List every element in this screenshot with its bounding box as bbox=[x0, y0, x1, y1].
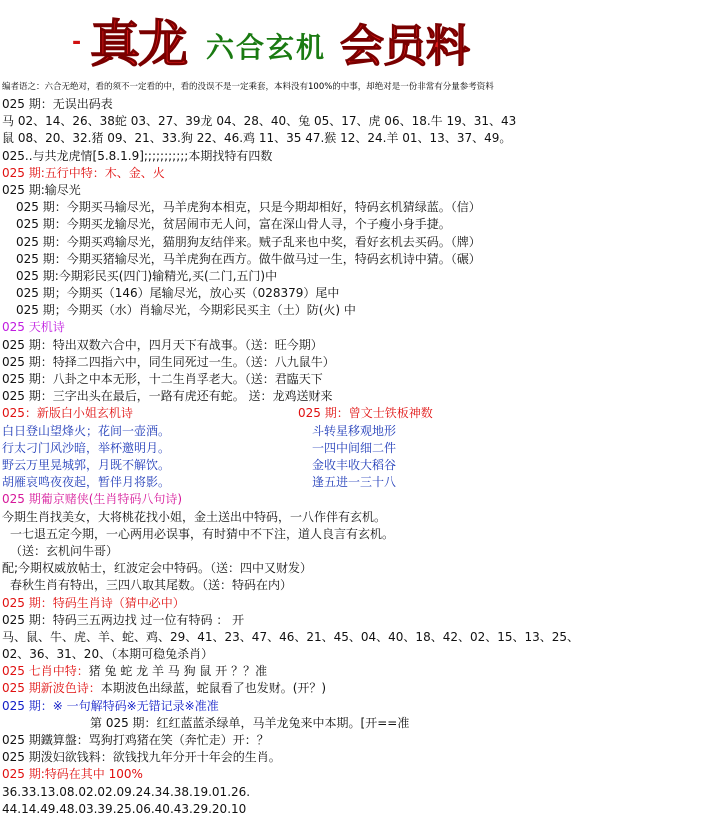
jiete-line: 第 025 期：红红蓝蓝杀绿单，马羊龙兔来中本期。[开==准 bbox=[90, 715, 410, 730]
suanpan-label: 025 期鐵算盤： bbox=[2, 733, 89, 747]
poem-right-title: 025 期：曾文士铁板神数 bbox=[298, 406, 433, 421]
dubo-line: 配;今期权威放帖士，红波定会中特码。（送：四中又财发） bbox=[2, 561, 313, 576]
shusheng-line: 025 期：今期买马输尽光，马羊虎狗本相克，只是今期却相好，特码玄机猜绿蓝。（信） bbox=[16, 200, 481, 215]
line-wuxing: 025 期:五行中特：木、金、火 bbox=[2, 165, 165, 180]
shusheng-line: 025 期：今期买鸡输尽光，猫朋狗友结伴来。贼子乱来也中奖，看好玄机去买码。（牌） bbox=[16, 234, 481, 249]
shusheng-line: 025 期；今期买（146）尾输尽光，放心买（028379）尾中 bbox=[16, 286, 340, 301]
tianji-line: 025 期：三字出头在最后，一路有虎还有蛇。 送：龙鸡送财来 bbox=[2, 389, 333, 404]
poem-right-block bbox=[298, 405, 433, 491]
disclaimer-text: 编者语之：六合无绝对，看的须不一定看的中，看的没误不是一定乘套，本料没有100%的中事，却绝对是一份非常有分量参考资料 bbox=[2, 82, 494, 92]
final-title: 025 期:特码在其中 100% bbox=[2, 767, 143, 782]
pofu-value: 欲钱找九年分开十年会的生肖。 bbox=[112, 750, 281, 765]
final-numbers-line: 36.33.13.08.02.02.09.24.34.38.19.01.26. bbox=[2, 784, 251, 799]
poem-left-line: 胡雁哀鸣夜夜起，暂伴月将影。 bbox=[2, 475, 171, 490]
poem-left-title: 025：新版白小姐玄机诗 bbox=[2, 406, 133, 421]
suanpan-value: 骂狗打鸡猪在笑（奔忙走）开：？ bbox=[88, 733, 269, 747]
line-longhu: 025..与共龙虎情[5.8.1.9];;;;;;;;;;;本期找特有四数 bbox=[2, 148, 273, 163]
dubo-line: （送：玄机问牛哥） bbox=[10, 543, 119, 558]
shusheng-line: 025 期：今期买龙输尽光，贫居闹市无人问，富在深山骨人寻，个子瘦小身手捷。 bbox=[16, 217, 451, 232]
header-banner bbox=[0, 0, 720, 92]
dubo-title: 025 期葡京赌侠(生肖特码八句诗) bbox=[2, 492, 183, 507]
shengxiao-line: 025 期：特码三五两边找 过一位有特码 ： 开 bbox=[2, 612, 245, 627]
bose-line bbox=[0, 680, 720, 697]
line-wuwu-title: 025 期：无误出码表 bbox=[2, 97, 113, 111]
line-shusheng-title: 025 期:输尽光 bbox=[2, 182, 81, 197]
dubo-line: 今期生肖找美女，大将桃花找小姐，金土送出中特码，一八作伴有玄机。 bbox=[2, 509, 387, 524]
poem-right-line: 斗转星移观地形 bbox=[312, 423, 397, 438]
shengxiao-line: 02、36、31、20、（本期可稳兔杀肖） bbox=[2, 647, 214, 662]
main-content bbox=[0, 96, 720, 818]
title-huiyuanliao: 会员料 bbox=[340, 21, 469, 72]
title-zhenlong: 真龙 bbox=[90, 14, 186, 73]
seven-zodiac-line bbox=[0, 663, 720, 680]
poem-left-line: 野云万里晃城郭，月既不解饮。 bbox=[2, 457, 171, 472]
shengxiao-line: 马、鼠、牛、虎、羊、蛇、鸡、29、41、23、47、46、21、45、04、40、18、42、02、15、13、25、 bbox=[2, 629, 580, 644]
poem-right-line: 逢五进一三十八 bbox=[312, 475, 397, 490]
title-liuhe-xuanji: 六合玄机 bbox=[206, 31, 327, 64]
shusheng-line: 025 期:今期彩民买(四门)输精光,买(二门,五门)中 bbox=[16, 268, 278, 283]
dubo-line: 春秋生肖有特出，三四八取其尾数。（送：特码在内） bbox=[10, 578, 293, 593]
line-zodiac-numbers-1: 马 02、14、26、38蛇 03、27、39龙 04、28、40、兔 05、17、虎 06、18.牛 19、31、43 bbox=[2, 114, 517, 129]
tianji-line: 025 期：八卦之中本无形，十二生肖孚老大。（送：君臨天下 bbox=[2, 372, 323, 386]
pofu-line bbox=[0, 749, 720, 766]
shengxiao-title: 025 期：特码生肖诗（猜中必中） bbox=[2, 595, 185, 610]
final-numbers-line: 44.14.49.48.03.39.25.06.40.43.29.20.10 bbox=[2, 801, 247, 816]
seven-zodiac-value: 猪 兔 蛇 龙 羊 马 狗 鼠 开 ？？准 bbox=[88, 664, 268, 679]
tianji-line: 025 期：特出双数六合中，四月天下有战事。（送：旺今期） bbox=[2, 337, 323, 352]
jiete-title: 025 期：※ 一句解特码※无错记录※准准 bbox=[2, 698, 219, 713]
poem-two-column bbox=[0, 405, 720, 491]
poem-right-line: 一四中间细二件 bbox=[312, 440, 397, 455]
poem-left-line: 行太刁门风沙暗，举杯邀明月。 bbox=[2, 440, 171, 455]
poem-left-line: 白日登山望烽火；花间一壶酒。 bbox=[2, 423, 171, 438]
dubo-line: 一七退五定今期，一心两用必误事，有时猜中不下注，道人良言有玄机。 bbox=[10, 526, 395, 541]
tianji-line: 025 期：特择二四指六中，同生同死过一生。（送：八九鼠牛） bbox=[2, 354, 335, 369]
pofu-label: 025 期泼妇欲钱料： bbox=[2, 750, 113, 765]
tianji-title: 025 天机诗 bbox=[2, 320, 65, 335]
bose-label: 025 期新波色诗： bbox=[2, 681, 101, 696]
poem-left-block bbox=[2, 405, 170, 491]
bose-value: 本期波色出绿蓝，蛇鼠看了也发财。(开？) bbox=[100, 681, 327, 696]
seven-zodiac-label: 025 七肖中特： bbox=[2, 664, 89, 679]
poem-right-line: 金收丰收大稻谷 bbox=[312, 457, 397, 472]
shusheng-line: 025 期；今期买（水）肖输尽光，今期彩民买主（土）防(火) 中 bbox=[16, 303, 356, 318]
line-zodiac-numbers-2: 鼠 08、20、32.猪 09、21、33.狗 22、46.鸡 11、35 47.猴 12、24.羊 01、13、37、49。 bbox=[2, 131, 512, 146]
shusheng-line: 025 期：今期买猪输尽光，马羊虎狗在西方。做牛做马过一生，特码玄机诗中猜。（碾） bbox=[16, 251, 481, 266]
suanpan-line bbox=[0, 732, 720, 749]
header-dash: - bbox=[72, 30, 82, 55]
